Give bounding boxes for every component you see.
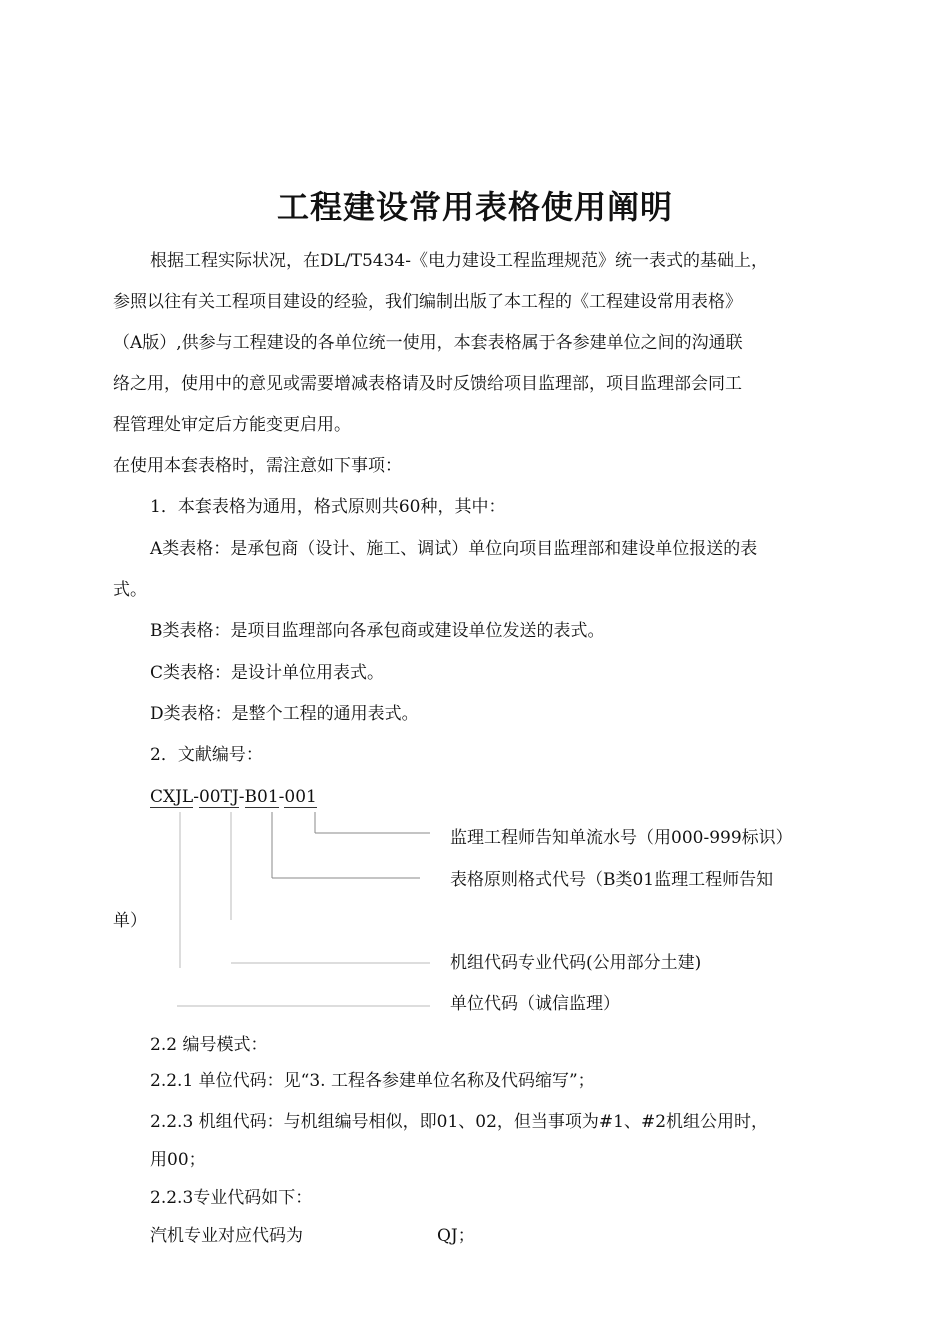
code-serial-part: 001 bbox=[284, 787, 317, 807]
class-a-line-1: A类表格：是承包商（设计、施工、调试）单位向项目监理部和建设单位报送的表 bbox=[150, 539, 758, 559]
class-d-line: D类表格：是整个工程的通用表式。 bbox=[150, 704, 419, 724]
code-separator: - bbox=[278, 787, 285, 807]
code-unit-prof-part: 00TJ bbox=[198, 787, 239, 807]
intro-line-5: 程管理处审定后方能变更启用。 bbox=[113, 415, 351, 435]
class-a-line-2: 式。 bbox=[113, 580, 147, 600]
professional-code-value: QJ； bbox=[437, 1226, 475, 1246]
class-b-line: B类表格：是项目监理部向各承包商或建设单位发送的表式。 bbox=[150, 621, 605, 641]
format-code-label-line-1: 表格原则格式代号（B类01监理工程师告知 bbox=[450, 870, 774, 890]
section-2-2-3-line-2: 用00； bbox=[150, 1150, 206, 1170]
section-2-2-1: 2.2.1 单位代码：见“3. 工程各参建单位名称及代码缩写”； bbox=[150, 1071, 595, 1091]
intro-line-4: 络之用，使用中的意见或需要增减表格请及时反馈给项目监理部，项目监理部会同工 bbox=[113, 374, 742, 394]
section-2-2-3-line-1: 2.2.3 机组代码：与机组编号相似，即01、02，但当事项为#1、#2机组公用时， bbox=[150, 1112, 769, 1132]
intro-line-1: 根据工程实际状况，在DL/T5434-《电力建设工程监理规范》统一表式的基础上， bbox=[150, 251, 768, 271]
page-title: 工程建设常用表格使用阐明 bbox=[276, 188, 673, 226]
code-format-part: B01 bbox=[244, 787, 279, 807]
intro-line-2: 参照以往有关工程项目建设的经验，我们编制出版了本工程的《工程建设常用表格》 bbox=[113, 292, 742, 312]
item1-heading: 1．本套表格为通用，格式原则共60种，其中： bbox=[150, 497, 506, 517]
format-code-label-line-2: 单） bbox=[113, 911, 147, 931]
professional-code-name: 汽机专业对应代码为 bbox=[150, 1226, 303, 1246]
serial-number-label: 监理工程师告知单流水号（用000-999标识） bbox=[450, 828, 793, 848]
section-2-2-3-professional-heading: 2.2.3专业代码如下： bbox=[150, 1188, 313, 1208]
intro-line-3: （A版）,供参与工程建设的各单位统一使用，本套表格属于各参建单位之间的沟通联 bbox=[113, 333, 743, 353]
notice-line: 在使用本套表格时，需注意如下事项： bbox=[113, 456, 402, 476]
code-separator: - bbox=[193, 787, 199, 807]
unit-code-label: 单位代码（诚信监理） bbox=[450, 994, 620, 1014]
item2-heading: 2．文献编号： bbox=[150, 745, 263, 765]
code-unit-part: CXJL bbox=[150, 787, 194, 807]
numbering-mode-heading: 2.2 编号模式： bbox=[150, 1035, 268, 1055]
unit-prof-code-label: 机组代码专业代码(公用部分土建) bbox=[450, 953, 702, 973]
class-c-line: C类表格：是设计单位用表式。 bbox=[150, 663, 385, 683]
code-separator: - bbox=[238, 787, 245, 807]
